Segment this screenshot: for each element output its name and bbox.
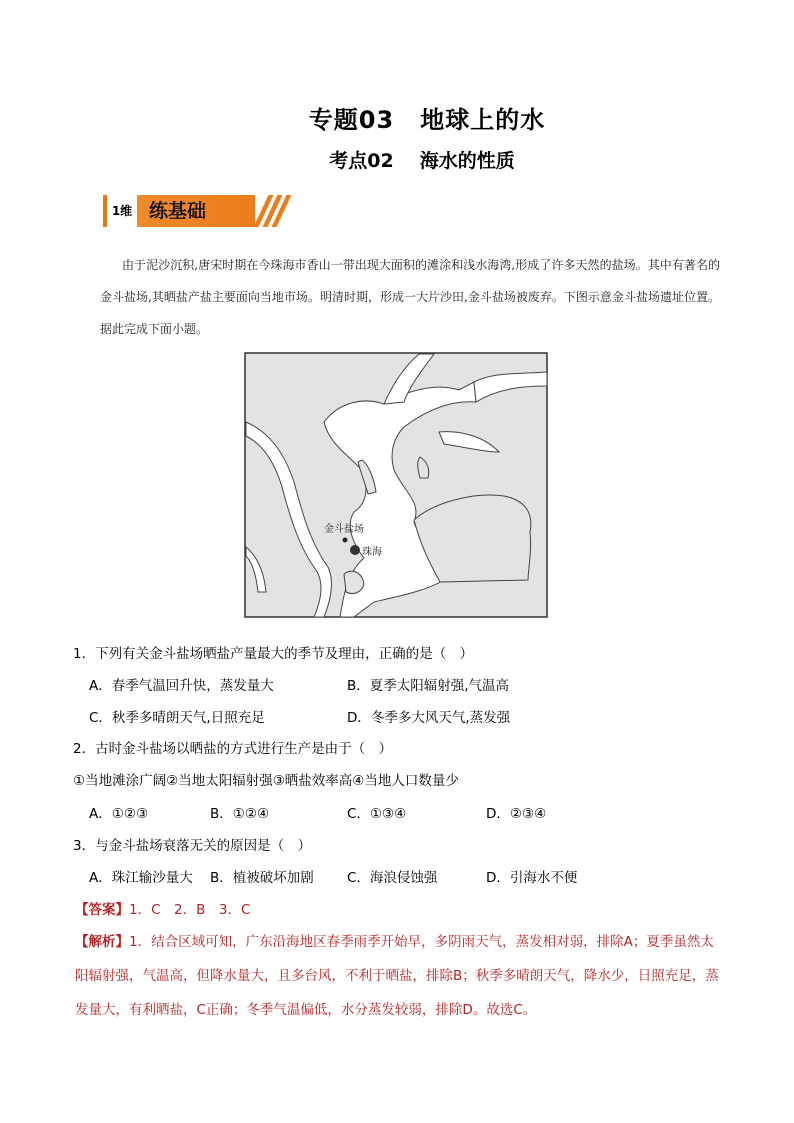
answer-text: 1．C 2．B 3．C bbox=[129, 902, 251, 918]
city-marker bbox=[350, 545, 360, 555]
question-3-stem: 3．与金斗盐场衰落无关的原因是（ ） bbox=[73, 838, 312, 854]
q1-option-d[interactable]: D．冬季多大风天气,蒸发强 bbox=[347, 710, 511, 726]
q2-option-a[interactable]: A．①②③ bbox=[89, 806, 149, 822]
title-topic: 专题03 bbox=[308, 106, 395, 134]
q1-option-b[interactable]: B．夏季太阳辐射强,气温高 bbox=[347, 678, 510, 694]
section-banner bbox=[103, 192, 285, 230]
question-1-stem: 1．下列有关金斗盐场晒盐产量最大的季节及理由，正确的是（ ） bbox=[73, 646, 474, 662]
city-label: 珠海 bbox=[362, 547, 382, 558]
intro-paragraph: 由于泥沙沉积,唐宋时期在今珠海市香山一带出现大面积的滩涂和浅水海湾,形成了许多天然的盐场。其中有著名的金斗盐场,其晒盐产盐主要面向当地市场。明清时期，形成一大片沙田,金斗盐场被废弃。下图示意金斗盐场遗址位置。据此完成下面小题。 bbox=[100, 258, 720, 336]
saltfield-label: 金斗盐场 bbox=[324, 524, 364, 535]
analysis-label: 【解析】 bbox=[75, 934, 129, 950]
q2-option-b[interactable]: B．①②④ bbox=[210, 806, 270, 822]
location-map bbox=[244, 352, 548, 618]
analysis-text: 1．结合区域可知，广东沿海地区春季雨季开始早，多阴雨天气，蒸发相对弱，排除A；夏季虽然太阳辐射强，气温高，但降水量大，且多台风，不利于晒盐，排除B；秋季多晴朗天气，降水少，日照充足，蒸发量大，有利晒盐，C正确；冬季气温偏低，水分蒸发较弱，排除D。故选C。 bbox=[75, 934, 719, 1018]
question-2-stem: 2．古时金斗盐场以晒盐的方式进行生产是由于（ ） bbox=[73, 741, 393, 757]
q3-option-a[interactable]: A．珠江输沙量大 bbox=[89, 870, 193, 886]
section-tag: 1维 bbox=[103, 195, 137, 227]
q3-option-b[interactable]: B．植被破坏加剧 bbox=[210, 870, 314, 886]
q1-option-c[interactable]: C．秋季多晴朗天气,日照充足 bbox=[89, 710, 265, 726]
title-name: 地球上的水 bbox=[420, 106, 546, 134]
subtitle-point: 考点02 bbox=[329, 150, 394, 172]
q2-option-d[interactable]: D．②③④ bbox=[486, 806, 547, 822]
q1-option-a[interactable]: A．春季气温回升快，蒸发量大 bbox=[89, 678, 274, 694]
answer-block bbox=[75, 898, 250, 918]
saltfield-marker bbox=[343, 538, 348, 543]
subtitle-name: 海水的性质 bbox=[419, 150, 515, 172]
question-2-items: ①当地滩涂广阔②当地太阳辐射强③晒盐效率高④当地人口数量少 bbox=[73, 773, 459, 789]
analysis-block bbox=[75, 925, 727, 1027]
q3-option-c[interactable]: C．海浪侵蚀强 bbox=[347, 870, 438, 886]
map-figure bbox=[244, 352, 548, 618]
answer-label: 【答案】 bbox=[75, 902, 129, 918]
section-label: 练基础 bbox=[137, 195, 255, 227]
q3-option-d[interactable]: D．引海水不便 bbox=[486, 870, 578, 886]
page-title bbox=[0, 100, 794, 135]
q2-option-c[interactable]: C．①③④ bbox=[347, 806, 407, 822]
page-subtitle bbox=[0, 146, 794, 173]
